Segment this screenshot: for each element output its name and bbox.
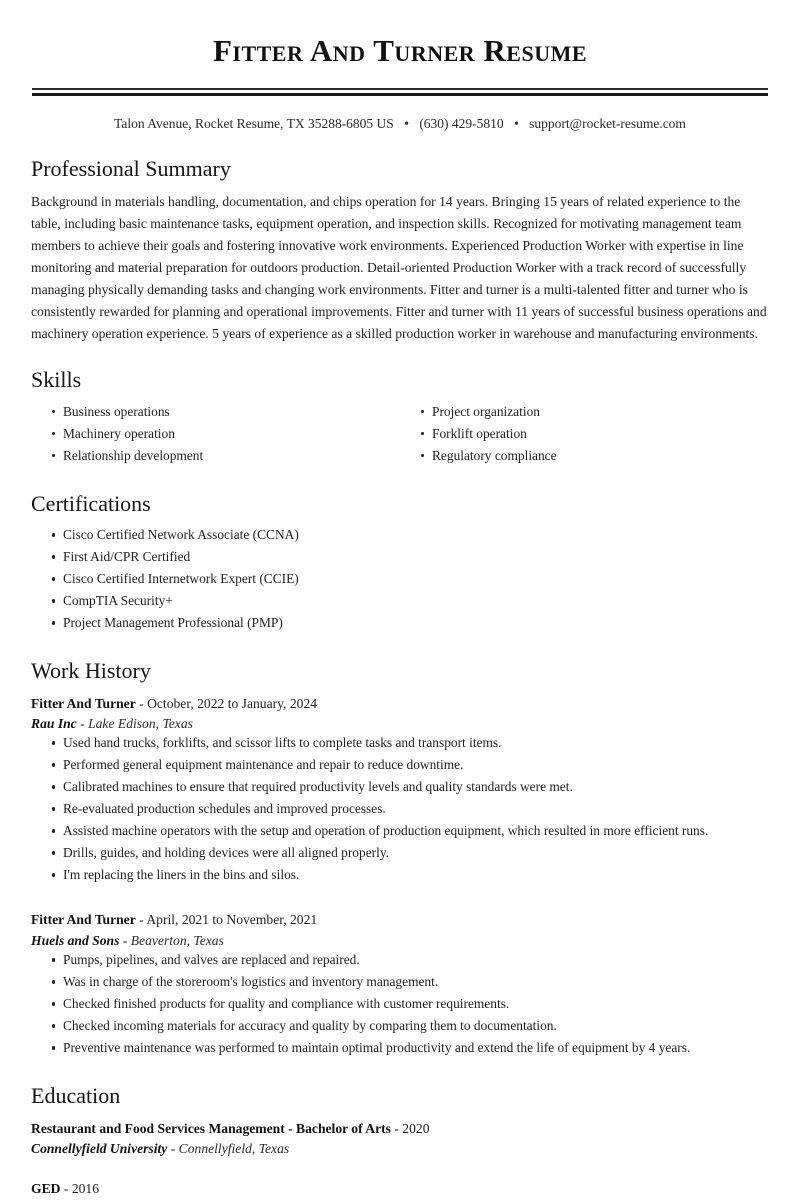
section-certifications xyxy=(31,490,769,637)
job-responsibilities-list xyxy=(31,951,769,1061)
list-item: CompTIA Security+ xyxy=(52,592,769,614)
job-company-line xyxy=(31,931,769,951)
section-education xyxy=(31,1082,769,1200)
list-item: Was in charge of the storeroom's logistics and inventory management. xyxy=(52,973,769,995)
list-item: Used hand trucks, forklifts, and scissor lifts to complete tasks and transport items. xyxy=(52,734,769,756)
list-item: First Aid/CPR Certified xyxy=(52,548,769,570)
list-item: Machinery operation xyxy=(52,425,400,447)
job-company-line xyxy=(31,714,769,734)
resume-header xyxy=(31,0,769,134)
education-school-dash: - xyxy=(170,1141,176,1157)
list-item: Project organization xyxy=(421,403,769,425)
rule-bottom xyxy=(32,93,768,96)
job-dates: October, 2022 to January, 2024 xyxy=(147,695,318,711)
education-location: Connellyfield, Texas xyxy=(178,1141,290,1157)
job-company: Huels and Sons xyxy=(31,932,120,948)
contact-separator-1: • xyxy=(404,115,409,131)
education-school-line xyxy=(31,1139,769,1159)
job-title-line xyxy=(31,910,769,930)
education-entry xyxy=(31,1119,769,1160)
list-item: Re-evaluated production schedules and improved processes. xyxy=(52,800,769,822)
job-dash: - xyxy=(139,695,144,711)
certifications-list xyxy=(31,526,769,636)
education-dash: - xyxy=(63,1181,69,1197)
section-heading-education: Education xyxy=(31,1083,121,1109)
education-degree-line xyxy=(31,1119,769,1139)
skills-list-right xyxy=(400,403,769,469)
job-title: Fitter And Turner xyxy=(31,695,136,711)
job-location: Lake Edison, Texas xyxy=(88,716,193,732)
education-year: 2020 xyxy=(402,1120,430,1136)
skills-column-right xyxy=(400,403,769,469)
list-item: Calibrated machines to ensure that required productivity levels and quality standards were met. xyxy=(52,778,769,800)
work-history-entry xyxy=(31,694,769,889)
list-item: Drills, guides, and holding devices were all aligned properly. xyxy=(52,844,769,866)
list-item: Forklift operation xyxy=(421,425,769,447)
list-item: Checked finished products for quality and compliance with customer requirements. xyxy=(52,995,769,1017)
list-item: Pumps, pipelines, and valves are replaced and repaired. xyxy=(52,951,769,973)
list-item: Checked incoming materials for accuracy and quality by comparing them to documentation. xyxy=(52,1017,769,1039)
list-item: Project Management Professional (PMP) xyxy=(52,614,769,636)
skills-columns xyxy=(31,403,769,469)
section-professional-summary xyxy=(31,155,769,346)
job-responsibilities-list xyxy=(31,734,769,888)
list-item: Cisco Certified Network Associate (CCNA) xyxy=(52,526,769,548)
contact-email: support@rocket-resume.com xyxy=(529,115,686,131)
list-item: Regulatory compliance xyxy=(421,447,769,469)
professional-summary-text: Background in materials handling, documentation, and chips operation for 14 years. Bringing 15 years of related experience to the table, including basic maintenance tasks, equipment operation, and inspection skills. Recognized for motivating management team members to achieve their goals and fostering innovative work environments. Experienced Production Worker with expertise in line monitoring and material preparation for outdoors production. Detail-oriented Production Worker with a track record of successfully managing physically demanding tasks and changing work environments. Fitter and turner is a multi-talented fitter and turner who is consistently rewarded for planning and operational improvements. Fitter and turner with 11 years of successful business operations and machinery operation experience. 5 years of experience as a skilled production worker in warehouse and manufacturing environments. xyxy=(31,194,767,342)
education-entry xyxy=(31,1179,769,1199)
job-company-dash: - xyxy=(122,932,128,948)
contact-line xyxy=(31,115,769,134)
job-company-dash: - xyxy=(80,716,85,732)
header-double-rule xyxy=(31,88,769,96)
section-work-history xyxy=(31,657,769,1061)
section-heading-professional-summary: Professional Summary xyxy=(31,155,231,181)
list-item: Assisted machine operators with the setup and operation of production equipment, which resulted in more efficient runs. xyxy=(52,822,769,844)
list-item: Performed general equipment maintenance and repair to reduce downtime. xyxy=(52,756,769,778)
job-dash: - xyxy=(139,912,144,928)
section-skills xyxy=(31,366,769,469)
job-title: Fitter And Turner xyxy=(31,912,136,928)
section-heading-work-history: Work History xyxy=(31,658,151,684)
education-school: Connellyfield University xyxy=(31,1141,168,1157)
page-title: Fitter And Turner Resume xyxy=(212,33,588,68)
list-item: Relationship development xyxy=(52,447,400,469)
job-dates: April, 2021 to November, 2021 xyxy=(146,912,318,928)
education-degree: GED xyxy=(31,1181,61,1197)
education-year: 2016 xyxy=(71,1181,99,1197)
skills-column-left xyxy=(31,403,400,469)
list-item: Preventive maintenance was performed to maintain optimal productivity and extend the life of equipment by 4 years. xyxy=(52,1039,769,1061)
contact-separator-2: • xyxy=(514,115,519,131)
job-title-line xyxy=(31,694,769,714)
education-degree: Restaurant and Food Services Management - Bachelor of Arts xyxy=(31,1120,391,1136)
list-item: I'm replacing the liners in the bins and silos. xyxy=(52,866,769,888)
section-heading-certifications: Certifications xyxy=(31,490,151,516)
list-item: Business operations xyxy=(52,403,400,425)
education-dash: - xyxy=(394,1120,399,1136)
contact-phone: (630) 429-5810 xyxy=(419,115,504,131)
skills-list-left xyxy=(31,403,400,469)
work-history-entry xyxy=(31,910,769,1061)
job-company: Rau Inc xyxy=(31,716,77,732)
contact-address: Talon Avenue, Rocket Resume, TX 35288-6805 US xyxy=(114,115,394,131)
list-item: Cisco Certified Internetwork Expert (CCIE) xyxy=(52,570,769,592)
section-heading-skills: Skills xyxy=(31,367,82,393)
job-location: Beaverton, Texas xyxy=(130,932,224,948)
education-degree-line xyxy=(31,1179,769,1199)
